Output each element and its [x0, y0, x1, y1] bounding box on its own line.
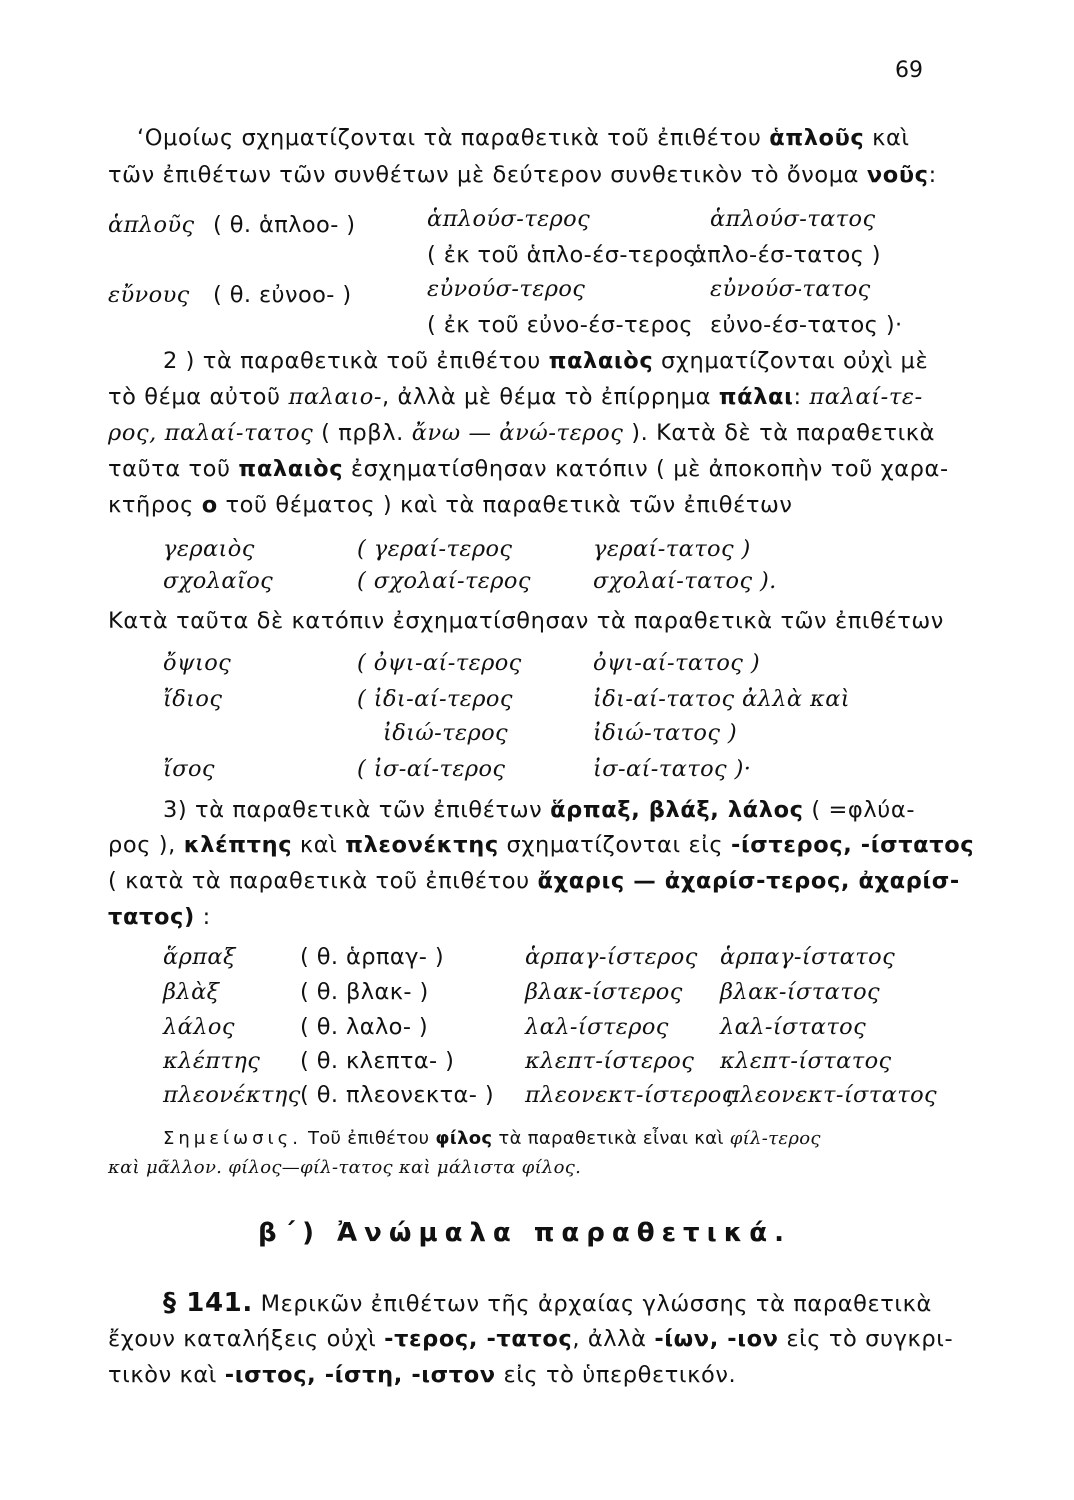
bold-term: παλαιὸς — [238, 456, 344, 482]
note-line: καὶ μᾶλλον. φίλος—φίλ-τατος καὶ μάλιστα φίλος. — [108, 1157, 582, 1178]
comparative: ( ἰδι-αί-τερος — [357, 686, 513, 712]
comparative: ( ἐκ τοῦ εὐνο-έσ-τερος — [427, 312, 693, 338]
superlative: εὐνο-έσ-τατος )· — [710, 312, 903, 338]
bold-term: νοῦς — [866, 162, 929, 188]
bold-term: -τερος, -τατος — [384, 1326, 573, 1352]
text-run: : — [928, 162, 937, 188]
text-run: ( πρβλ. — [313, 420, 412, 446]
text-run: ‘Ομοίως σχηματίζονται τὰ παραθετικὰ τοῦ ἐπιθέτου — [137, 125, 770, 151]
text-run: τοῦ θέματος ) καὶ τὰ παραθετικὰ τῶν ἐπιθέτων — [217, 492, 793, 518]
paragraph-line — [108, 160, 937, 190]
superlative: γεραί-τατος ) — [593, 536, 751, 562]
adjective: κλέπτης — [163, 1048, 261, 1074]
text-run: , ἀλλὰ — [572, 1326, 655, 1352]
superlative: εὐνούσ-τατος — [710, 276, 871, 302]
superlative: ἰδι-αί-τατος ἀλλὰ καὶ — [593, 686, 851, 712]
text-run: κτῆρος — [108, 492, 202, 518]
bold-term: παλαιὸς — [548, 348, 654, 374]
superlative: ἁπλο-έσ-τατος ) — [692, 242, 881, 268]
superlative: ἰδιώ-τατος ) — [593, 720, 738, 746]
bold-term: ἅρπαξ, βλάξ, λάλος — [550, 797, 804, 823]
text-run: , ἀλλὰ μὲ θέμα τὸ ἐπίρρημα — [382, 384, 719, 410]
adjective: ἴσος — [163, 756, 215, 782]
comparative: λαλ-ίστερος — [525, 1014, 669, 1040]
bold-term: ο — [201, 492, 218, 518]
note-label: Σημείωσις. — [163, 1128, 302, 1149]
comparative: ( σχολαί-τερος — [357, 568, 531, 594]
italic-term: φίλ-τερος — [729, 1128, 821, 1149]
text-run: καὶ — [864, 125, 910, 151]
paragraph-line — [163, 346, 928, 376]
paragraph-line — [108, 382, 923, 412]
note-line — [163, 1124, 821, 1154]
superlative: ἁρπαγ-ίστατος — [720, 944, 896, 970]
text-run: σχηματίζονται εἰς — [498, 832, 731, 858]
comparative: εὐνούσ-τερος — [427, 276, 586, 302]
theme: ( θ. ἁρπαγ- ) — [300, 944, 445, 970]
comparative: ἁρπαγ-ίστερος — [525, 944, 698, 970]
adjective: γεραιὸς — [163, 536, 255, 562]
paragraph-line — [108, 1360, 736, 1390]
bold-term: φίλος — [435, 1128, 493, 1149]
text-run: τῶν ἐπιθέτων τῶν συνθέτων μὲ δεύτερον συνθετικὸν τὸ ὄνομα — [108, 162, 867, 188]
text-run: τὸ θέμα αὐτοῦ — [108, 384, 289, 410]
text-run: Μερικῶν ἐπιθέτων τῆς ἀρχαίας γλώσσης τὰ παραθετικὰ — [252, 1291, 932, 1317]
text-run: Τοῦ ἐπιθέτου — [301, 1128, 436, 1149]
comparative: ἁπλούσ-τερος — [427, 206, 591, 232]
comparative: βλακ-ίστερος — [525, 979, 683, 1005]
adjective: εὔνους — [108, 282, 190, 308]
bold-term: πάλαι — [718, 384, 794, 410]
text-run: ). Κατὰ δὲ τὰ παραθετικὰ — [623, 420, 936, 446]
text-run: 3) τὰ παραθετικὰ τῶν ἐπιθέτων — [163, 797, 551, 823]
text-run: ἐσχηματίσθησαν κατόπιν ( μὲ ἀποκοπὴν τοῦ χαρα- — [343, 456, 949, 482]
bold-term: -ίων, -ιον — [654, 1326, 779, 1352]
bold-term: τατος) — [108, 904, 195, 930]
paragraph-line — [108, 490, 793, 520]
paragraph-line — [108, 830, 974, 860]
paragraph-line — [108, 454, 949, 484]
theme: ( θ. κλεπτα- ) — [300, 1048, 455, 1074]
text-run: ( =φλύα- — [803, 797, 916, 823]
paragraph-line — [108, 418, 935, 448]
paragraph-line: Κατὰ ταῦτα δὲ κατόπιν ἐσχηματίσθησαν τὰ παραθετικὰ τῶν ἐπιθέτων — [108, 608, 944, 634]
paragraph-line — [137, 123, 910, 153]
bold-term: κλέπτης — [183, 832, 293, 858]
text-run: καὶ — [292, 832, 346, 858]
paragraph-line — [163, 1288, 932, 1319]
text-run: εἰς τὸ ὑπερθετικόν. — [495, 1362, 737, 1388]
theme: ( θ. ἁπλοο- ) — [213, 212, 356, 238]
theme: ( θ. εὐνοο- ) — [213, 282, 352, 308]
adjective: ὄψιος — [163, 650, 232, 676]
comparative: ( ὀψι-αί-τερος — [357, 650, 522, 676]
superlative: κλεπτ-ίστατος — [720, 1048, 892, 1074]
theme: ( θ. βλακ- ) — [300, 979, 429, 1005]
bold-term: -ίστερος, -ίστατος — [731, 832, 975, 858]
text-run: τὰ παραθετικὰ εἶναι καὶ — [492, 1128, 730, 1149]
adjective: σχολαῖος — [163, 568, 274, 594]
italic-term: ἄνω — ἀνώ-τερος — [411, 420, 624, 446]
bold-term: ἄχαρις — ἀχαρίσ-τερος, ἀχαρίσ- — [537, 868, 960, 894]
italic-term: παλαί-τε- — [809, 384, 923, 410]
italic-term: ρος, παλαί-τατος — [108, 420, 314, 446]
adjective: λάλος — [163, 1014, 235, 1040]
adjective: ἅρπαξ — [163, 944, 236, 970]
adjective: βλὰξ — [163, 979, 220, 1005]
superlative: βλακ-ίστατος — [720, 979, 881, 1005]
text-run: ( κατὰ τὰ παραθετικὰ τοῦ ἐπιθέτου — [108, 868, 538, 894]
theme: ( θ. λαλο- ) — [300, 1014, 429, 1040]
comparative: πλεονεκτ-ίστερος — [525, 1082, 735, 1108]
text-run: ρος ), — [108, 832, 184, 858]
comparative: ( ἰσ-αί-τερος — [357, 756, 506, 782]
comparative: ἰδιώ-τερος — [383, 720, 509, 746]
bold-term: ἁπλοῦς — [769, 125, 865, 151]
paragraph-line — [108, 866, 960, 896]
text-run: τικὸν καὶ — [108, 1362, 225, 1388]
adjective: πλεονέκτης — [163, 1082, 301, 1108]
text-run: εἰς τὸ συγκρι- — [778, 1326, 954, 1352]
section-number: § 141. — [163, 1288, 253, 1318]
text-run: : — [194, 904, 211, 930]
bold-term: πλεονέκτης — [345, 832, 499, 858]
paragraph-line — [163, 795, 915, 825]
comparative: κλεπτ-ίστερος — [525, 1048, 695, 1074]
text-run: ταῦτα τοῦ — [108, 456, 239, 482]
bold-term: -ιστος, -ίστη, -ιστον — [224, 1362, 496, 1388]
text-run: : — [793, 384, 810, 410]
comparative: ( ἐκ τοῦ ἁπλο-έσ-τερος — [427, 242, 697, 268]
comparative: ( γεραί-τερος — [357, 536, 513, 562]
theme: ( θ. πλεονεκτα- ) — [300, 1082, 495, 1108]
text-run: σχηματίζονται οὐχὶ μὲ — [653, 348, 929, 374]
superlative: πλεονεκτ-ίστατος — [725, 1082, 938, 1108]
adjective: ἁπλοῦς — [108, 212, 195, 238]
paragraph-line — [108, 1324, 953, 1354]
section-heading: β΄) Ἀνώμαλα παραθετικά. — [258, 1218, 791, 1248]
superlative: ἁπλούσ-τατος — [710, 206, 876, 232]
adjective: ἴδιος — [163, 686, 223, 712]
superlative: ἰσ-αί-τατος )· — [593, 756, 752, 782]
italic-term: παλαιο- — [288, 384, 383, 410]
page-number: 69 — [895, 58, 923, 83]
superlative: λαλ-ίστατος — [720, 1014, 867, 1040]
superlative: σχολαί-τατος ). — [593, 568, 777, 594]
text-run: ἔχουν καταλήξεις οὐχὶ — [108, 1326, 385, 1352]
text-run: 2 ) τὰ παραθετικὰ τοῦ ἐπιθέτου — [163, 348, 549, 374]
superlative: ὀψι-αί-τατος ) — [593, 650, 761, 676]
paragraph-line — [108, 902, 211, 932]
